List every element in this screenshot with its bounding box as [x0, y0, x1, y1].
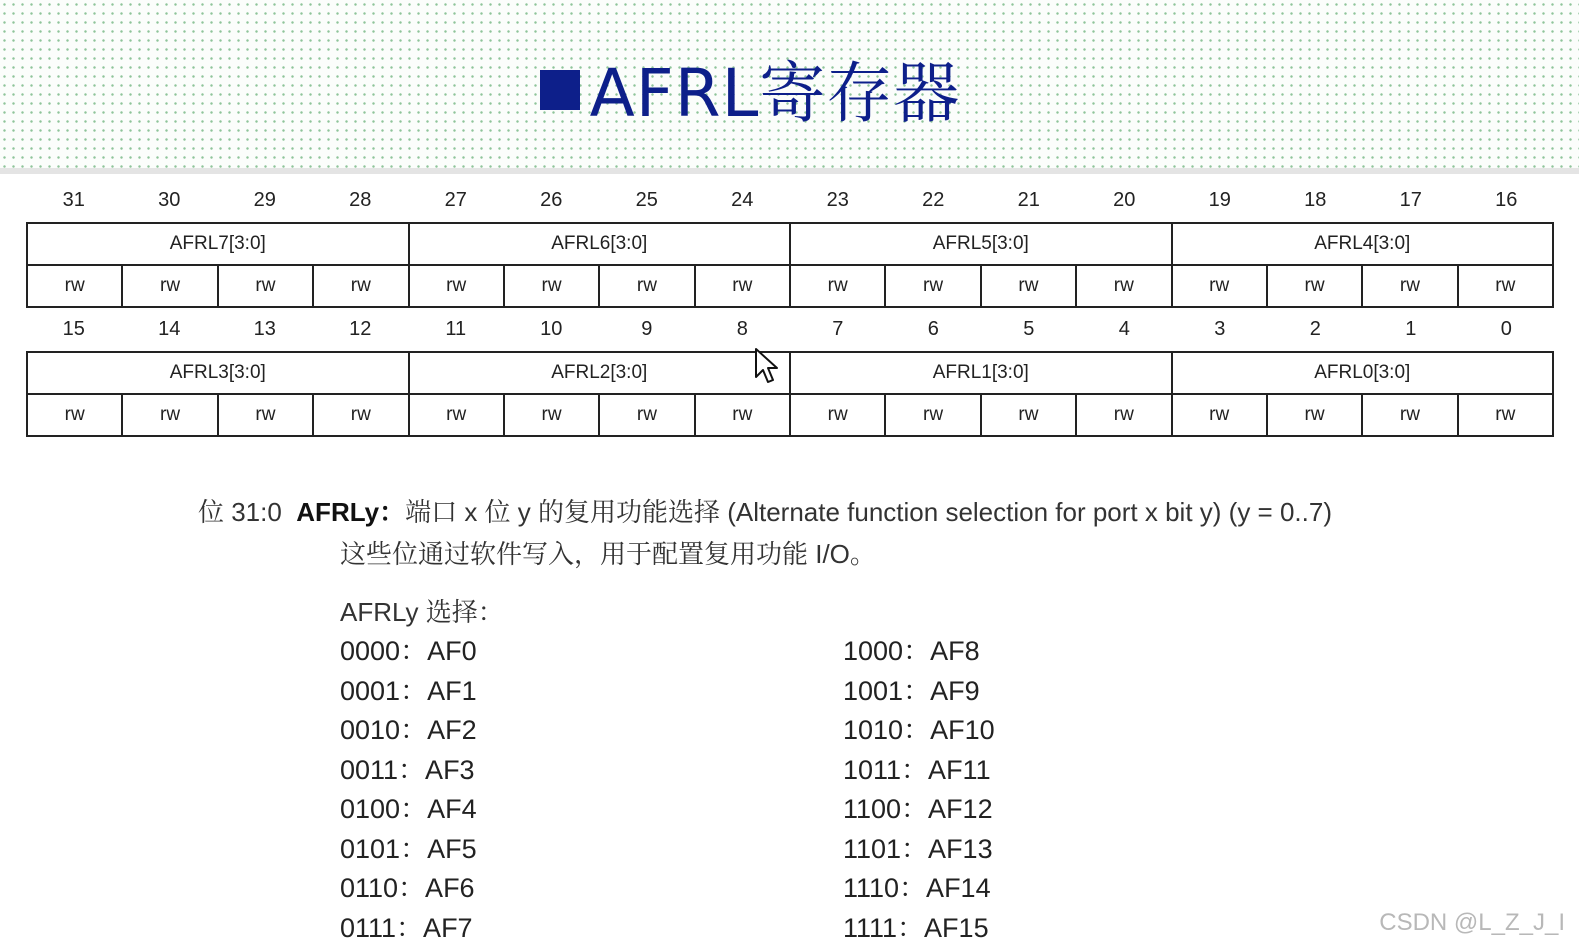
lower-field-row	[27, 352, 1553, 394]
bit-number: 24	[731, 189, 754, 211]
access-type-cell: rw	[1076, 394, 1171, 436]
access-type-cell: rw	[1076, 265, 1171, 307]
bit-number: 28	[349, 189, 372, 211]
access-type-cell: rw	[1172, 394, 1267, 436]
lower-bit-numbers	[26, 311, 1554, 347]
bit-number: 14	[158, 318, 181, 340]
bits-label: 位 31:0	[198, 497, 282, 527]
register-field: AFRL1[3:0]	[790, 352, 1172, 394]
register-field: AFRL3[3:0]	[27, 352, 409, 394]
register-field: AFRL4[3:0]	[1172, 223, 1554, 265]
bit-number: 30	[158, 189, 181, 211]
bit-number: 16	[1495, 189, 1518, 211]
bit-number: 27	[444, 189, 467, 211]
bit-number: 3	[1214, 318, 1226, 340]
upper-field-row	[27, 223, 1553, 265]
option-item: 0100：AF4	[340, 794, 477, 824]
access-type-cell: rw	[1267, 265, 1362, 307]
access-type-cell: rw	[1172, 265, 1267, 307]
field-description-line2: 这些位通过软件写入，用于配置复用功能 I/O。	[340, 539, 876, 569]
access-type-cell: rw	[981, 394, 1076, 436]
register-field: AFRL7[3:0]	[27, 223, 409, 265]
bit-number: 8	[736, 318, 748, 340]
access-type-cell: rw	[504, 394, 599, 436]
option-item: 1101：AF13	[843, 833, 993, 864]
access-type-cell: rw	[981, 265, 1076, 307]
bit-number: 2	[1309, 318, 1321, 340]
option-item: 0011：AF3	[340, 754, 475, 785]
bit-number: 20	[1113, 189, 1136, 211]
bit-number: 25	[635, 189, 658, 211]
access-type-cell: rw	[27, 394, 122, 436]
access-type-cell: rw	[218, 265, 313, 307]
field-description-text: 端口 x 位 y 的复用功能选择 (Alternate function selection for port x bit y) (y = 0..7)	[405, 497, 1332, 527]
bit-number: 23	[826, 189, 849, 211]
access-type-cell: rw	[885, 394, 980, 436]
bit-number: 18	[1304, 189, 1327, 211]
options-right-column	[843, 632, 995, 948]
bit-number: 31	[62, 189, 85, 211]
access-type-cell: rw	[1362, 394, 1457, 436]
page-title	[0, 40, 1500, 135]
access-type-cell: rw	[1458, 265, 1553, 307]
option-item: 1001：AF9	[843, 675, 980, 706]
option-item: 0010：AF2	[340, 715, 477, 745]
access-type-cell: rw	[790, 265, 885, 307]
access-type-cell: rw	[122, 265, 217, 307]
access-type-cell: rw	[599, 265, 694, 307]
access-type-cell: rw	[218, 394, 313, 436]
access-type-cell: rw	[695, 265, 790, 307]
field-description	[198, 492, 1332, 529]
option-item: 0110：AF6	[340, 873, 475, 903]
bit-number: 10	[540, 318, 563, 340]
bit-number: 21	[1017, 189, 1040, 211]
bit-number: 26	[540, 189, 563, 211]
lower-access-row	[27, 394, 1553, 436]
bit-number: 0	[1500, 318, 1512, 340]
option-item: 1010：AF10	[843, 715, 995, 745]
bit-number: 12	[349, 318, 372, 340]
register-field: AFRL5[3:0]	[790, 223, 1172, 265]
square-bullet-icon	[540, 70, 580, 110]
access-type-cell: rw	[599, 394, 694, 436]
header-divider	[0, 168, 1579, 174]
access-type-cell: rw	[695, 394, 790, 436]
access-type-cell: rw	[885, 265, 980, 307]
bit-number: 15	[62, 318, 85, 340]
mouse-cursor-icon	[754, 347, 780, 387]
option-item: 0000：AF0	[340, 636, 477, 666]
access-type-cell: rw	[27, 265, 122, 307]
access-type-cell: rw	[1267, 394, 1362, 436]
register-field: AFRL2[3:0]	[409, 352, 791, 394]
access-type-cell: rw	[313, 394, 408, 436]
lower-register-table	[26, 351, 1554, 437]
bit-number: 4	[1118, 318, 1130, 340]
option-item: 0001：AF1	[340, 675, 477, 706]
access-type-cell: rw	[122, 394, 217, 436]
field-name: AFRLy：	[296, 497, 406, 527]
register-field: AFRL0[3:0]	[1172, 352, 1554, 394]
bit-number: 22	[922, 189, 945, 211]
bit-number: 6	[927, 318, 939, 340]
bit-number: 13	[253, 318, 276, 340]
bit-number: 7	[832, 318, 844, 340]
bit-number: 5	[1023, 318, 1035, 340]
option-item: 0111：AF7	[340, 912, 473, 943]
bit-number: 19	[1208, 189, 1231, 211]
option-item: 1011：AF11	[843, 754, 991, 785]
access-type-cell: rw	[409, 394, 504, 436]
access-type-cell: rw	[504, 265, 599, 307]
option-item: 0101：AF5	[340, 833, 477, 864]
selection-title: AFRLy 选择：	[340, 597, 504, 627]
bit-number: 17	[1399, 189, 1422, 211]
watermark: CSDN @L_Z_J_I	[1379, 909, 1565, 936]
upper-access-row	[27, 265, 1553, 307]
bit-number: 1	[1405, 318, 1417, 340]
access-type-cell: rw	[790, 394, 885, 436]
option-item: 1100：AF12	[843, 794, 993, 824]
bit-number: 11	[445, 318, 467, 340]
access-type-cell: rw	[1458, 394, 1553, 436]
access-type-cell: rw	[313, 265, 408, 307]
upper-bit-numbers	[26, 182, 1554, 218]
access-type-cell: rw	[409, 265, 504, 307]
option-item: 1111：AF15	[843, 912, 989, 943]
option-item: 1110：AF14	[843, 873, 991, 903]
register-field: AFRL6[3:0]	[409, 223, 791, 265]
bit-number: 29	[253, 189, 276, 211]
option-item: 1000：AF8	[843, 636, 980, 666]
options-left-column	[340, 632, 477, 948]
access-type-cell: rw	[1362, 265, 1457, 307]
bit-number: 9	[641, 318, 653, 340]
upper-register-table	[26, 222, 1554, 308]
page-title-text: AFRL寄存器	[589, 55, 961, 132]
